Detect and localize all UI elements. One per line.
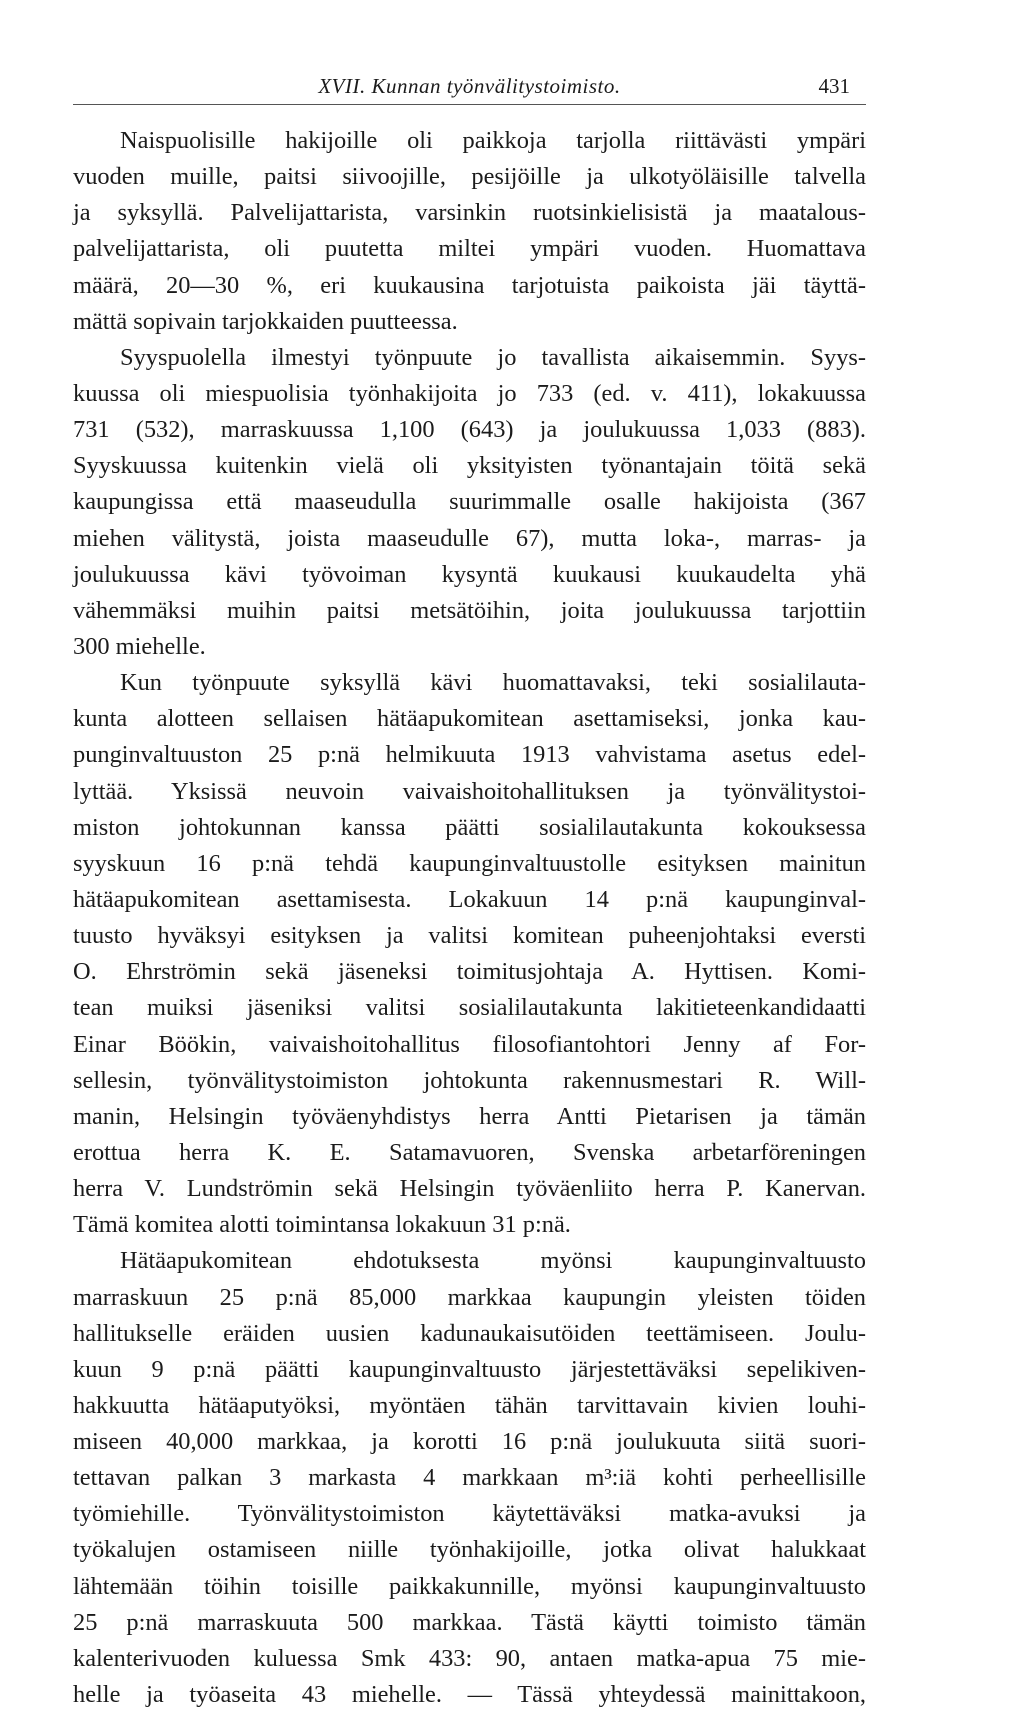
text-line: vähemmäksi muihin paitsi metsätöihin, joita joulukuussa tarjottiin	[73, 596, 866, 624]
text-line: määrä, 20—30 %, eri kuukausina tarjotuista paikoista jäi täyttä-	[73, 271, 866, 299]
text-line: tean muiksi jäseniksi valitsi sosialilautakunta lakitieteenkandidaatti	[73, 994, 866, 1022]
text-line: erottua herra K. E. Satamavuoren, Svenska arbetarföreningen	[73, 1138, 866, 1166]
text-line: kuussa oli miespuolisia työnhakijoita jo 733 (ed. v. 411), lokakuussa	[73, 379, 866, 407]
text-line: 25 p:nä marraskuuta 500 markkaa. Tästä käytti toimisto tämän	[73, 1608, 866, 1636]
text-line: Einar Böökin, vaivaishoitohallitus filosofiantohtori Jenny af For-	[73, 1030, 866, 1058]
text-line: marraskuun 25 p:nä 85,000 markkaa kaupungin yleisten töiden	[73, 1283, 866, 1311]
book-page	[73, 70, 866, 1713]
page-number: 431	[818, 74, 850, 98]
text-line: Syyspuolella ilmestyi työnpuute jo tavallista aikaisemmin. Syys-	[120, 343, 866, 371]
text-line: palvelijattarista, oli puutetta miltei ympäri vuoden. Huomattava	[73, 235, 866, 263]
text-line: 731 (532), marraskuussa 1,100 (643) ja joulukuussa 1,033 (883).	[73, 416, 866, 444]
text-line: lyttää. Yksissä neuvoin vaivaishoitohallituksen ja työnvälitystoi-	[73, 777, 866, 805]
text-line: manin, Helsingin työväenyhdistys herra Antti Pietarisen ja tämän	[73, 1102, 866, 1130]
text-line: hätäapukomitean asettamisesta. Lokakuun 14 p:nä kaupunginval-	[73, 885, 866, 913]
text-line: kunta alotteen sellaisen hätäapukomitean asettamiseksi, jonka kau-	[73, 705, 866, 733]
text-line: 300 miehelle.	[73, 632, 206, 660]
text-line: miston johtokunnan kanssa päätti sosialilautakunta kokouksessa	[73, 813, 866, 841]
text-line: tuusto hyväksyi esityksen ja valitsi komitean puheenjohtaksi eversti	[73, 922, 866, 950]
text-line: kaupungissa että maaseudulla suurimmalle osalle hakijoista (367	[73, 488, 866, 516]
text-line: ja syksyllä. Palvelijattarista, varsinkin ruotsinkielisistä ja maatalous-	[73, 199, 866, 227]
text-line: kalenterivuoden kuluessa Smk 433: 90, antaen matka-apua 75 mie-	[73, 1644, 866, 1672]
text-line: Syyskuussa kuitenkin vielä oli yksityisten työnantajain töitä sekä	[73, 452, 866, 480]
text-line: Kun työnpuute syksyllä kävi huomattavaksi, teki sosialilauta-	[120, 669, 866, 697]
text-line: Naispuolisille hakijoille oli paikkoja tarjolla riittävästi ympäri	[120, 127, 866, 154]
text-line: mättä sopivain tarjokkaiden puutteessa.	[73, 307, 458, 335]
body-text	[73, 123, 866, 1713]
text-line: O. Ehrströmin sekä jäseneksi toimitusjohtaja A. Hyttisen. Komi-	[73, 958, 866, 986]
text-line: lähtemään töihin toisille paikkakunnille, myönsi kaupunginvaltuusto	[73, 1572, 866, 1600]
text-line: hallitukselle eräiden uusien kadunaukaisutöiden teettämiseen. Joulu-	[73, 1319, 866, 1347]
running-head	[73, 70, 866, 105]
text-line: miehen välitystä, joista maaseudulle 67), mutta loka-, marras- ja	[73, 524, 866, 552]
running-title: XVII. Kunnan työnvälitystoimisto.	[318, 74, 621, 98]
text-line: herra V. Lundströmin sekä Helsingin työväenliito herra P. Kanervan.	[73, 1175, 866, 1203]
text-line: helle ja työaseita 43 miehelle. — Tässä yhteydessä mainittakoon,	[73, 1681, 866, 1709]
text-line: joulukuussa kävi työvoiman kysyntä kuukausi kuukaudelta yhä	[73, 560, 866, 588]
text-line: sellesin, työnvälitystoimiston johtokunta rakennusmestari R. Will-	[73, 1066, 866, 1094]
text-line: Hätäapukomitean ehdotuksesta myönsi kaupunginvaltuusto	[120, 1247, 866, 1275]
text-line: työkalujen ostamiseen niille työnhakijoille, jotka olivat halukkaat	[73, 1536, 866, 1564]
text-line: miseen 40,000 markkaa, ja korotti 16 p:nä joulukuuta siitä suori-	[73, 1428, 866, 1456]
text-line: kuun 9 p:nä päätti kaupunginvaltuusto järjestettäväksi sepelikiven-	[73, 1355, 866, 1383]
text-line: hakkuutta hätäaputyöksi, myöntäen tähän tarvittavain kivien louhi-	[73, 1391, 866, 1419]
text-line: punginvaltuuston 25 p:nä helmikuuta 1913 vahvistama asetus edel-	[73, 741, 866, 769]
text-line: vuoden muille, paitsi siivoojille, pesijöille ja ulkotyöläisille talvella	[73, 163, 866, 191]
text-line: tettavan palkan 3 markasta 4 markkaan m³:iä kohti perheellisille	[73, 1464, 866, 1492]
text-line: työmiehille. Työnvälitystoimiston käytettäväksi matka-avuksi ja	[73, 1500, 866, 1528]
text-line: syyskuun 16 p:nä tehdä kaupunginvaltuustolle esityksen mainitun	[73, 849, 866, 877]
text-line: Tämä komitea alotti toimintansa lokakuun 31 p:nä.	[73, 1211, 571, 1239]
